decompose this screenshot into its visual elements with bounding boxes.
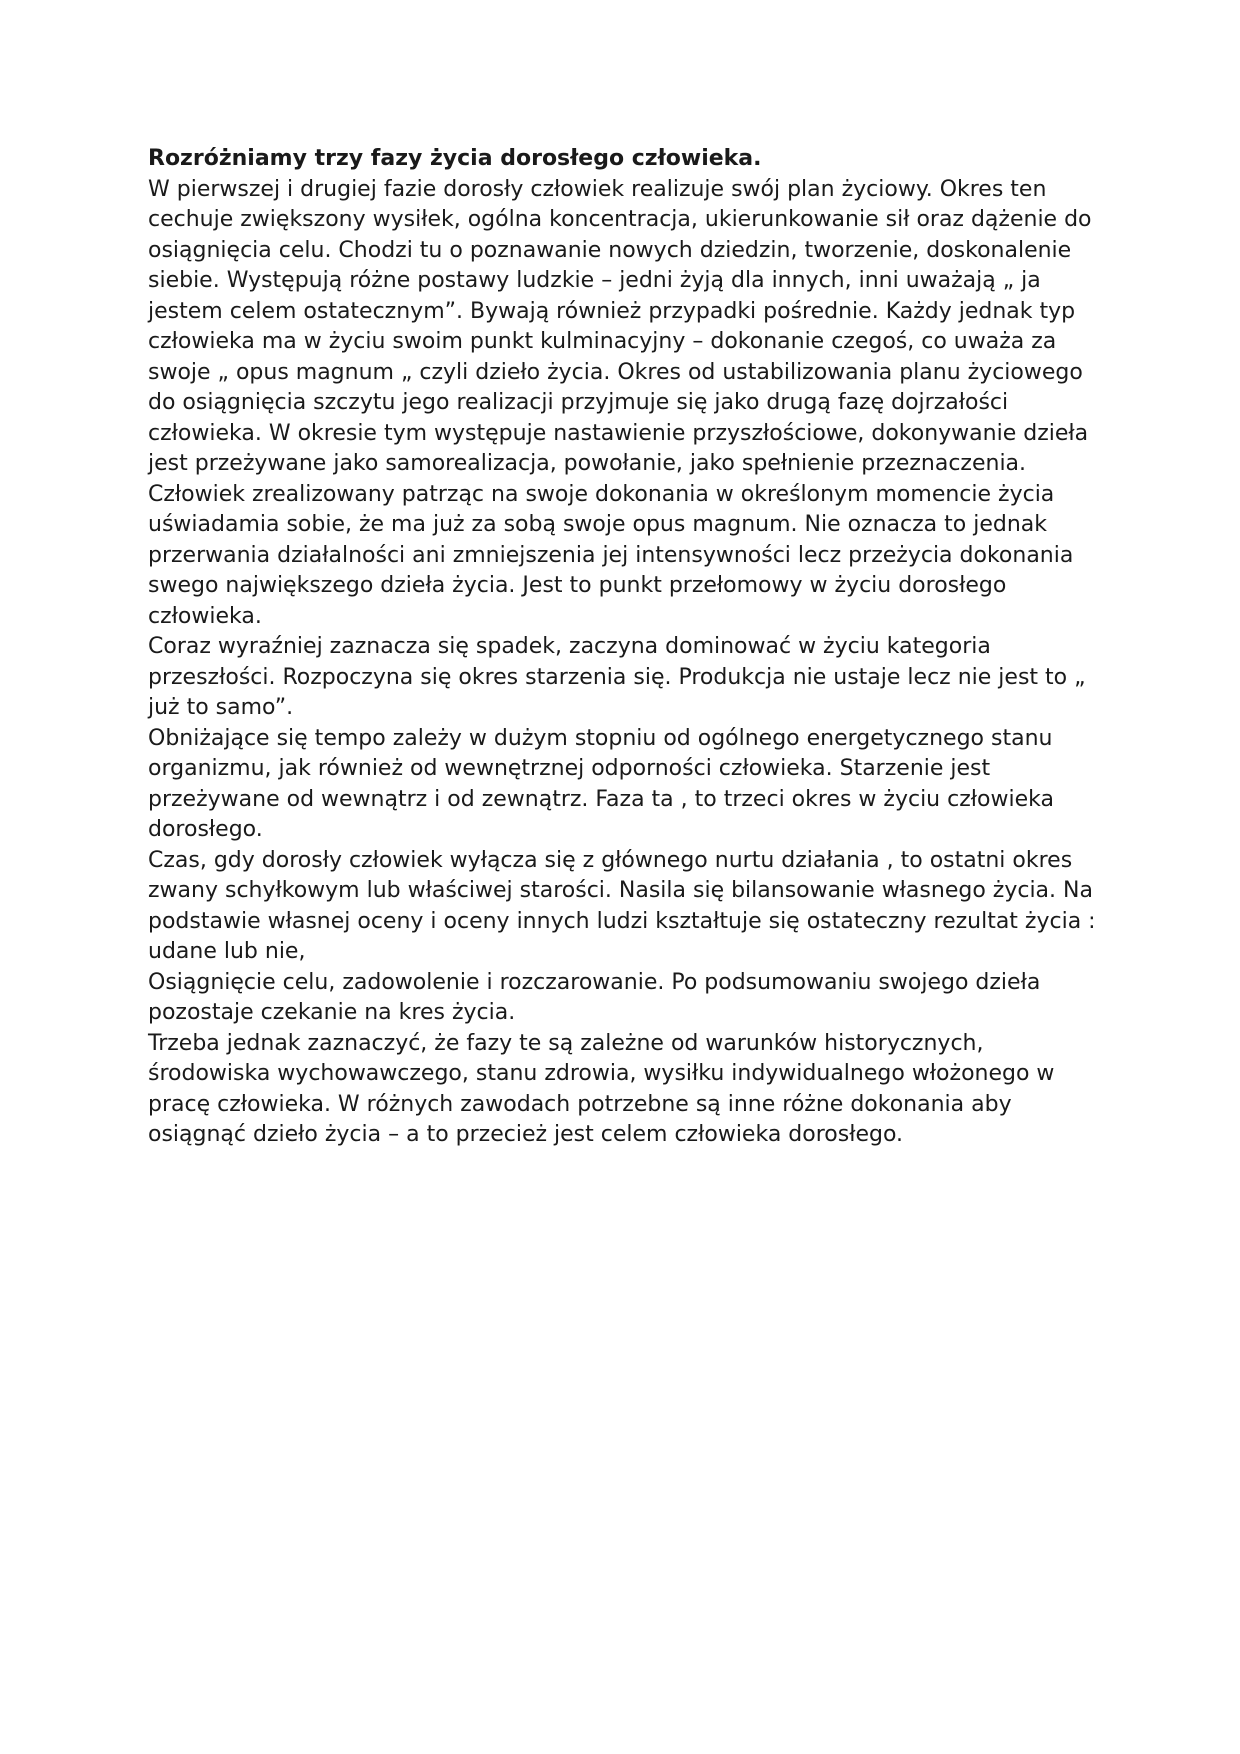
paragraph: Obniżające się tempo zależy w dużym stopniu od ogólnego energetycznego stanu organizmu, jak również od wewnętrznej odporności człowieka. Starzenie jest przeżywane od wewnątrz i od zewnątrz. Faza ta , to trzeci okres w życiu człowieka dorosłego. <box>148 725 1054 842</box>
paragraph: Trzeba jednak zaznaczyć, że fazy te są zależne od warunków historycznych, środowiska wychowawczego, stanu zdrowia, wysiłku indywidualnego włożonego w pracę człowieka. W różnych zawodach potrzebne są inne różne dokonania aby osiągnąć dzieło życia – a to przecież jest celem człowieka dorosłego. <box>148 1030 1055 1147</box>
paragraph: W pierwszej i drugiej fazie dorosły człowiek realizuje swój plan życiowy. Okres ten cechuje zwiększony wysiłek, ogólna koncentracja, ukierunkowanie sił oraz dążenie do osiągnięcia celu. Chodzi tu o poznawanie nowych dziedzin, tworzenie, doskonalenie siebie. Występują różne postawy ludzkie – jedni żyją dla innych, inni uważają „ ja jestem celem ostatecznym”. Bywają również przypadki pośrednie. Każdy jednak typ człowieka ma w życiu swoim punkt kulminacyjny – dokonanie czegoś, co uważa za swoje „ opus magnum „ czyli dzieło życia. Okres od ustabilizowania planu życiowego do osiągnięcia szczytu jego realizacji przyjmuje się jako drugą fazę dojrzałości człowieka. W okresie tym występuje nastawienie przyszłościowe, dokonywanie dzieła jest przeżywane jako samorealizacja, powołanie, jako spełnienie przeznaczenia. <box>148 176 1092 476</box>
document-title: Rozróżniamy trzy fazy życia dorosłego człowieka. <box>148 146 762 171</box>
paragraph: Coraz wyraźniej zaznacza się spadek, zaczyna dominować w życiu kategoria przeszłości. Rozpoczyna się okres starzenia się. Produkcja nie ustaje lecz nie jest to „ już to samo”. <box>148 634 1086 720</box>
paragraph: Czas, gdy dorosły człowiek wyłącza się z głównego nurtu działania , to ostatni okres zwany schyłkowym lub właściwej starości. Nasila się bilansowanie własnego życia. Na podstawie własnej oceny i oceny innych ludzi kształtuje się ostateczny rezultat życia : udane lub nie, <box>148 847 1096 964</box>
document-body <box>148 144 1098 1151</box>
paragraph: Osiągnięcie celu, zadowolenie i rozczarowanie. Po podsumowaniu swojego dzieła pozostaje czekanie na kres życia. <box>148 969 1041 1025</box>
paragraph: Człowiek zrealizowany patrząc na swoje dokonania w określonym momencie życia uświadamia sobie, że ma już za sobą swoje opus magnum. Nie oznacza to jednak przerwania działalności ani zmniejszenia jej intensywności lecz przeżycia dokonania swego największego dzieła życia. Jest to punkt przełomowy w życiu dorosłego człowieka. <box>148 481 1074 629</box>
